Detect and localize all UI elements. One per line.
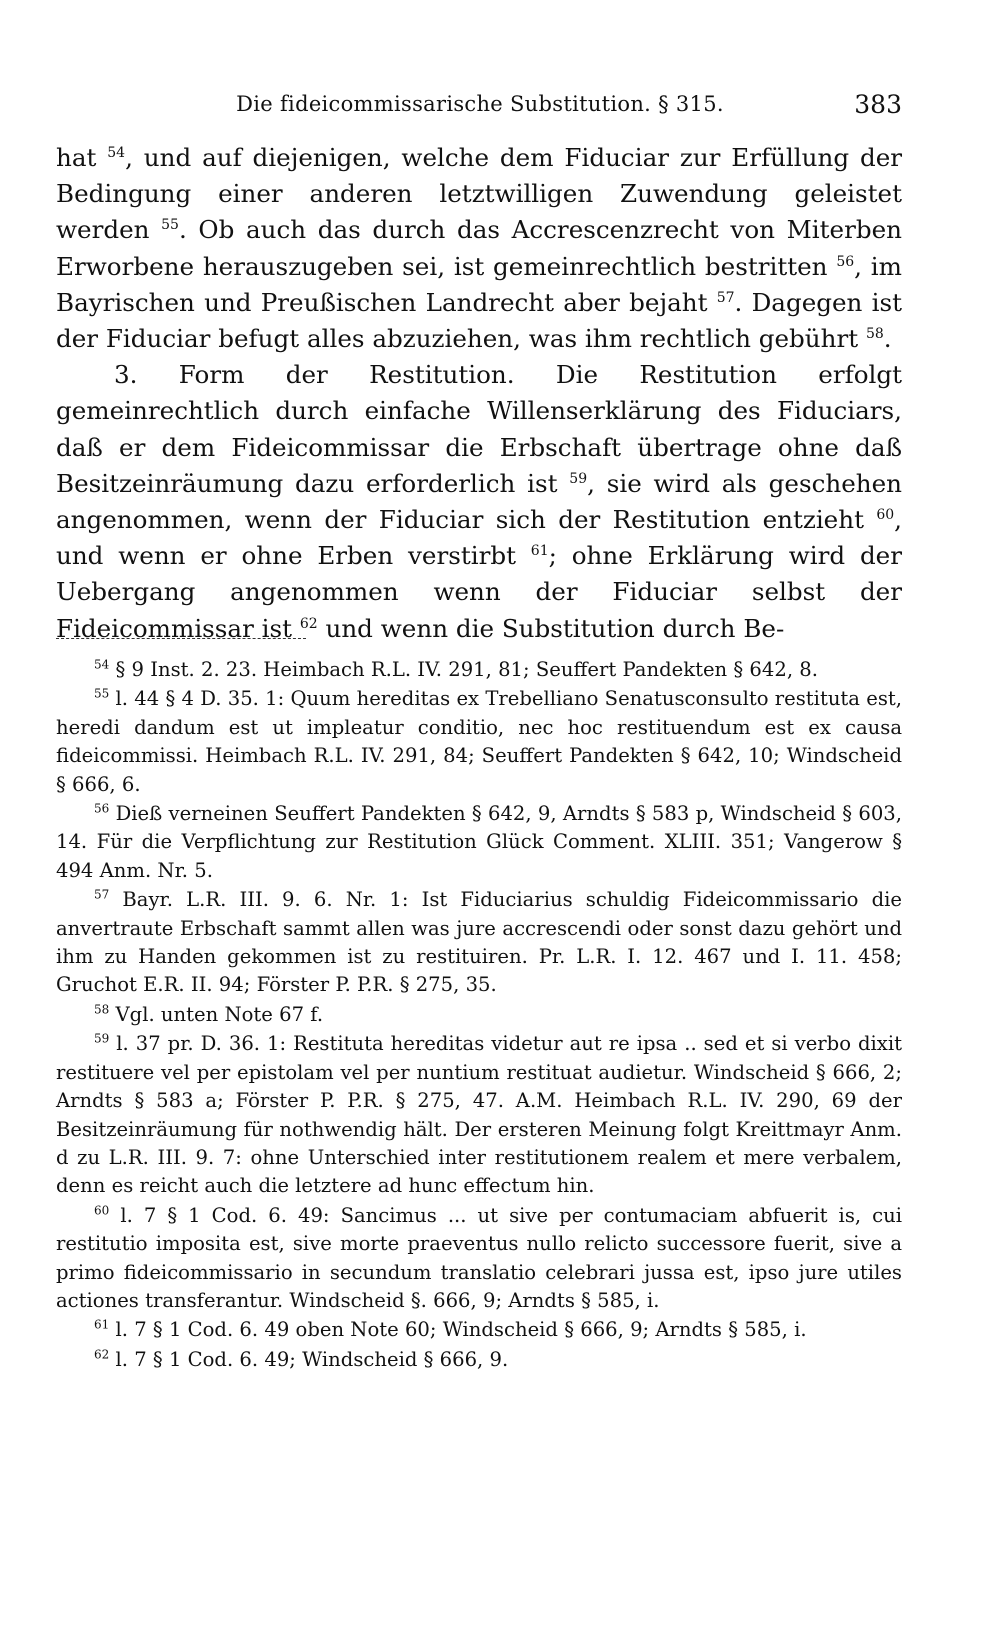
footnote	[56, 1202, 902, 1316]
text-run: 3. Form der Restitution. Die Restitution erfolgt gemeinrechtlich durch einfache Willenserklärung des Fiduciars, daß er dem Fideicommissar die Erbschaft übertrage ohne daß Besitzeinräumung dazu erforderlich ist	[56, 360, 902, 498]
footnote-reference: 60	[876, 506, 895, 523]
footnote-text: l. 7 § 1 Cod. 6. 49; Windscheid § 666, 9.	[109, 1347, 509, 1371]
body-paragraph	[56, 357, 902, 647]
footnote-number: 54	[94, 657, 110, 672]
text-run: , im Bayrischen und Preußischen Landrecht aber bejaht	[56, 251, 902, 317]
footnote-number: 58	[94, 1002, 110, 1017]
text-run: , und wenn er ohne Erben verstirbt	[56, 505, 902, 571]
footnote	[56, 1316, 902, 1344]
footnote-text: Bayr. L.R. III. 9. 6. Nr. 1: Ist Fiduciarius schuldig Fideicommissario die anvertraute Erbschaft sammt allen was jure accrescendi oder sonst dazu gehört und ihm zu Handen gekommen ist zu restituiren. Pr. L.R. I. 12. 467 und I. 11. 458; Gruchot E.R. II. 94; Förster P. P.R. § 275, 35.	[56, 888, 902, 997]
footnote	[56, 685, 902, 799]
footnote-number: 59	[94, 1031, 110, 1046]
footnotes	[56, 656, 902, 1375]
running-title: Die fideicommissarische Substitution. § 315.	[236, 92, 724, 116]
text-run: , sie wird als geschehen angenommen, wenn der Fiduciar sich der Restitution entzieht	[56, 468, 902, 535]
footnote-reference: 59	[569, 470, 588, 487]
footnote-reference: 55	[161, 217, 179, 234]
text-run: ; ohne Erklärung wird der Uebergang angenommen wenn der Fiduciar selbst der Fideicommissar ist	[56, 541, 902, 643]
text-run: und wenn die Substitution durch Be-	[317, 613, 785, 643]
footnote-reference: 54	[107, 144, 126, 161]
footnote-text: l. 7 § 1 Cod. 6. 49 oben Note 60; Windscheid § 666, 9; Arndts § 585, i.	[109, 1318, 807, 1342]
footnote-text: l. 37 pr. D. 36. 1: Restituta hereditas videtur aut re ipsa .. sed et si verbo dixit restituere vel per epistolam vel per nuntium restituat audietur. Windscheid § 666, 2; Arndts § 583 a; Förster P. P.R. § 275, 47. A.M. Heimbach R.L. IV. 290, 69 der Besitzeinräumung für nothwendig hält. Der ersteren Meinung folgt Kreittmayr Anm. d zu L.R. III. 9. 7: ohne Unterschied inter restitutionem realem et mere verbalem, denn es reicht auch die letztere ad hunc effectum hin.	[56, 1032, 902, 1198]
footnote-text: Vgl. unten Note 67 f.	[109, 1002, 324, 1026]
text-run: .	[883, 324, 892, 354]
running-header	[58, 92, 902, 128]
footnote-reference: 58	[865, 325, 884, 342]
footnote-reference: 61	[530, 543, 549, 560]
footnote-number: 60	[94, 1203, 110, 1218]
main-text	[56, 140, 902, 647]
footnote-reference: 57	[716, 289, 735, 306]
footnote-reference: 62	[299, 615, 318, 632]
text-run: hat	[56, 143, 108, 172]
footnote-number: 55	[94, 686, 110, 701]
footnote	[56, 886, 902, 1000]
text-run: , und auf diejenigen, welche dem Fiduciar zur Erfüllung der Bedingung einer anderen letztwilligen Zuwendung geleistet werden	[56, 143, 903, 245]
footnote-number: 61	[94, 1317, 110, 1332]
footnote	[56, 1001, 902, 1029]
text-run: . Ob auch das durch das Accrescenzrecht von Miterben Erworbene herauszugeben sei, ist gemeinrechtlich bestritten	[56, 215, 902, 281]
footnote	[56, 1030, 902, 1200]
footnote	[56, 656, 902, 684]
footnote-text: l. 7 § 1 Cod. 6. 49: Sancimus ... ut sive per contumaciam abfuerit is, cui restitutio imposita est, sive morte praeventus nullo relicto successore fuerit, sive a primo fideicommissario in secundum translatio celebrari jussa est, ipso jure utiles actiones transferantur. Windscheid §. 666, 9; Arndts § 585, i.	[56, 1203, 902, 1312]
footnote-reference: 56	[836, 253, 855, 270]
footnote-text: § 9 Inst. 2. 23. Heimbach R.L. IV. 291, 81; Seuffert Pandekten § 642, 8.	[109, 658, 818, 681]
body-paragraph	[56, 140, 902, 357]
footnote-text: l. 44 § 4 D. 35. 1: Quum hereditas ex Trebelliano Senatusconsulto restituta est, heredi dandum est ut impleatur conditio, nec hoc restituendum est ex causa fideicommissi. Heimbach R.L. IV. 291, 84; Seuffert Pandekten § 642, 10; Windscheid § 666, 6.	[56, 687, 902, 796]
text-run: . Dagegen ist der Fiduciar befugt alles abzuziehen, was ihm rechtlich gebührt	[56, 287, 902, 354]
footnote	[56, 1346, 902, 1374]
footnote	[56, 800, 902, 885]
footnote-number: 57	[94, 887, 110, 902]
footnote-text: Dieß verneinen Seuffert Pandekten § 642, 9, Arndts § 583 p, Windscheid § 603, 14. Für die Verpflichtung zur Restitution Glück Comment. XLIII. 351; Vangerow § 494 Anm. Nr. 5.	[56, 802, 902, 882]
footnote-number: 56	[94, 801, 110, 816]
page-number: 383	[854, 90, 902, 119]
footnote-separator	[56, 638, 902, 646]
footnote-number: 62	[94, 1347, 110, 1362]
